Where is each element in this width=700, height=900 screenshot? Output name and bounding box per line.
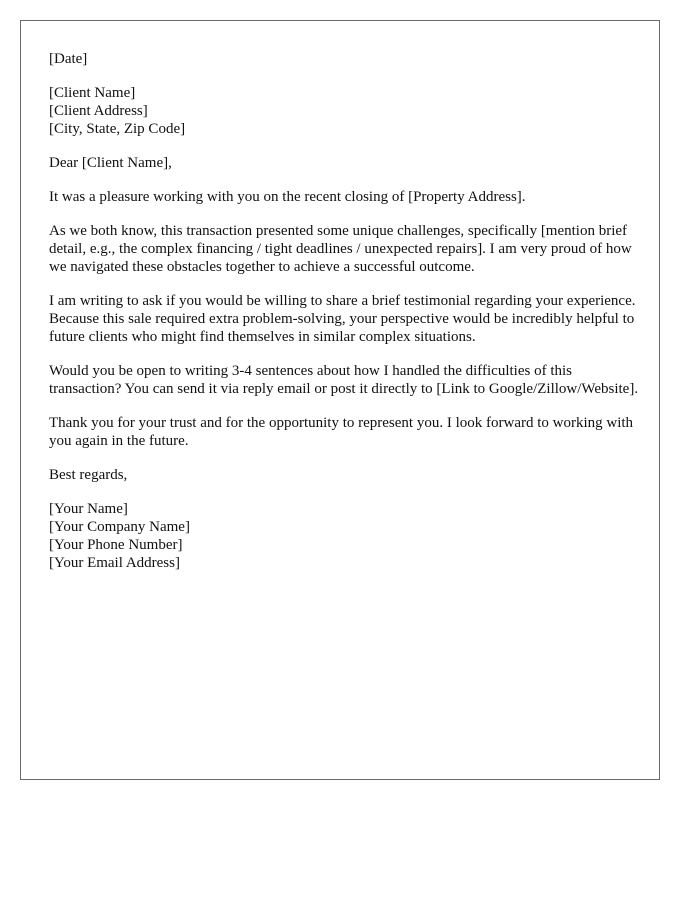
recipient-block	[49, 84, 639, 138]
signature-block	[49, 500, 639, 572]
closing: Best regards,	[49, 467, 128, 483]
recipient-name: [Client Name]	[49, 85, 136, 101]
paragraph-thanks: Thank you for your trust and for the opportunity to represent you. I look forward to working with you again in the future.	[49, 415, 634, 449]
recipient-address: [Client Address]	[49, 103, 148, 119]
paragraph-challenges: As we both know, this transaction presented some unique challenges, specifically [mention brief detail, e.g., the complex financing / tight deadlines / unexpected repairs]. I am very proud of how we navigated these obstacles together to achieve a successful outcome.	[49, 223, 632, 275]
letter-date: [Date]	[49, 51, 88, 67]
paragraph-request: I am writing to ask if you would be willing to share a brief testimonial regarding your experience. Because this sale required extra problem-solving, your perspective would be incredibly helpful to future clients who might find themselves in similar complex situations.	[49, 293, 636, 345]
signature-name: [Your Name]	[49, 501, 128, 517]
paragraph-instructions: Would you be open to writing 3-4 sentences about how I handled the difficulties of this transaction? You can send it via reply email or post it directly to [Link to Google/Zillow/Website].	[49, 363, 639, 397]
letter-body	[49, 50, 639, 588]
signature-email: [Your Email Address]	[49, 555, 180, 571]
salutation: Dear [Client Name],	[49, 155, 172, 171]
signature-phone: [Your Phone Number]	[49, 537, 183, 553]
signature-company: [Your Company Name]	[49, 519, 190, 535]
recipient-city-state-zip: [City, State, Zip Code]	[49, 121, 186, 137]
letter-frame	[20, 20, 660, 780]
paragraph-opening: It was a pleasure working with you on the recent closing of [Property Address].	[49, 189, 526, 205]
